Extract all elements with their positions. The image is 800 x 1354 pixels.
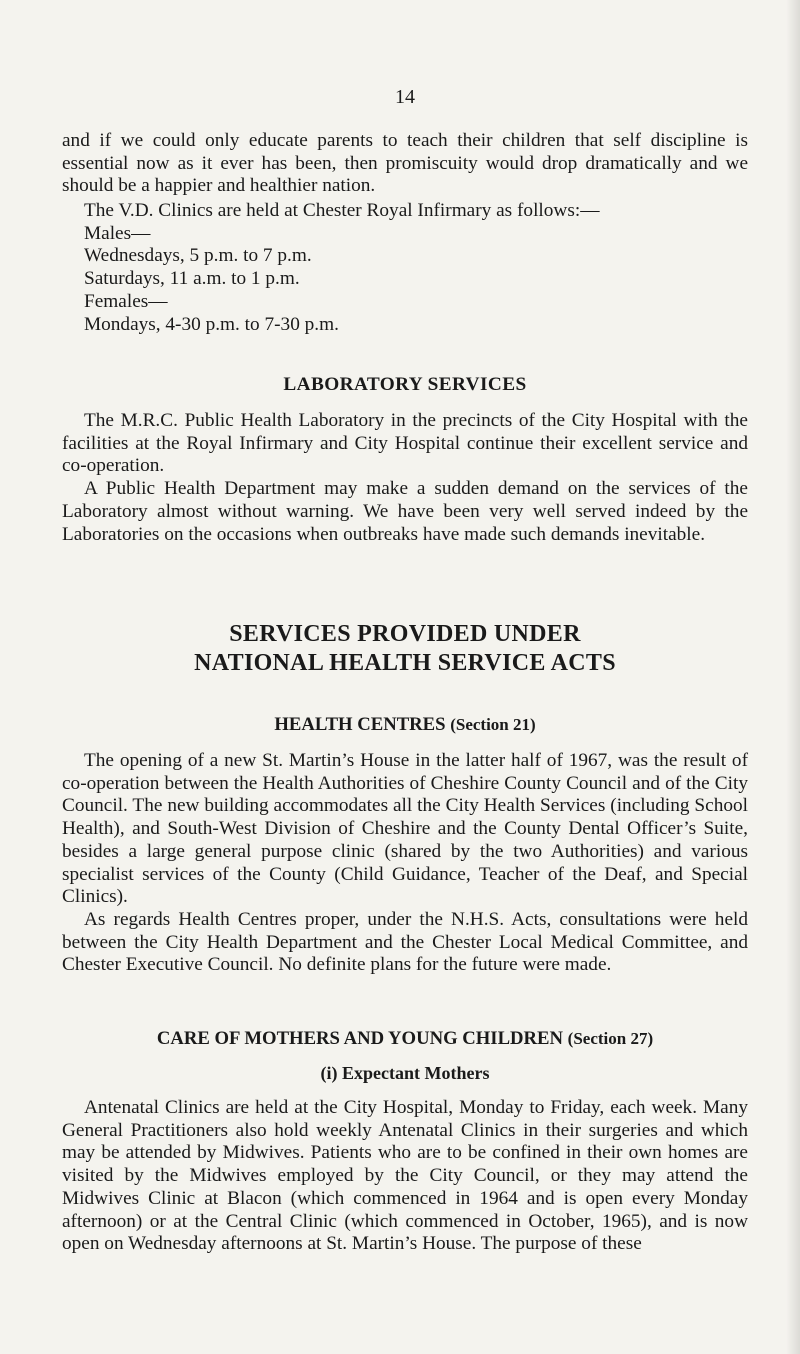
males-time-1: Wednesdays, 5 p.m. to 7 p.m. [84, 245, 312, 267]
care-of-mothers-title: CARE OF MOTHERS AND YOUNG CHILDREN [156, 1028, 563, 1049]
males-label: Males— [84, 222, 151, 244]
vd-clinics-section [62, 200, 748, 336]
intro-section [62, 130, 748, 198]
intro-paragraph: and if we could only educate parents to teach their children that self discipline is essential now as it ever has been, then promiscuity would drop dramatically and we should be a happier and healthier nation. [62, 130, 748, 197]
males-time-2: Saturdays, 11 a.m. to 1 p.m. [84, 268, 300, 290]
laboratory-section [62, 374, 748, 546]
care-of-mothers-section-ref: (Section 27) [567, 1029, 654, 1048]
health-centres-title: HEALTH CENTRES [274, 714, 446, 735]
laboratory-heading: LABORATORY SERVICES [283, 374, 527, 395]
females-time-1: Mondays, 4-30 p.m. to 7-30 p.m. [84, 313, 339, 335]
page-number: 14 [395, 86, 415, 108]
main-heading [62, 620, 748, 678]
laboratory-paragraph-1: The M.R.C. Public Health Laboratory in the precincts of the City Hospital with the facilities at the Royal Infirmary and City Hospital continue their excellent service and co-operation. [62, 410, 748, 477]
main-heading-line-2: NATIONAL HEALTH SERVICE ACTS [194, 650, 616, 676]
care-of-mothers-heading [62, 1028, 748, 1050]
laboratory-paragraph-2: A Public Health Department may make a sudden demand on the services of the Laboratory almost without warning. We have been very well served indeed by the Laboratories on the occasions when outbreaks have made such demands inevitable. [62, 478, 748, 545]
expectant-mothers-paragraph: Antenatal Clinics are held at the City Hospital, Monday to Friday, each week. Many General Practitioners also hold weekly Antenatal Clinics in their surgeries and which may be attended by Midwives. Patients who are to be confined in their own homes are visited by the Midwives employed by the City Council, or they may attend the Midwives Clinic at Blacon (which commenced in 1964 and is open every Monday afternoon) or at the Central Clinic (which commenced in October, 1965), and is now open on Wednesday afternoons at St. Martin’s House. The purpose of these [62, 1097, 748, 1255]
page-edge-shadow [786, 0, 800, 1354]
health-centres-paragraph-1: The opening of a new St. Martin’s House in the latter half of 1967, was the result of co-operation between the Health Authorities of Cheshire County Council and of the City Council. The new building accommodates all the City Health Services (including School Health), and South-West Division of Cheshire and the County Dental Officer’s Suite, besides a large general purpose clinic (shared by the two Authorities) and various specialist services of the County (Child Guidance, Teacher of the Deaf, and Special Clinics). [62, 750, 748, 908]
health-centres-heading [62, 714, 748, 736]
expectant-mothers-subheading: (i) Expectant Mothers [320, 1063, 490, 1083]
vd-clinics-intro: The V.D. Clinics are held at Chester Royal Infirmary as follows:— [84, 200, 600, 221]
health-centres-section [62, 714, 748, 977]
females-label: Females— [84, 290, 168, 312]
care-of-mothers-section [62, 1028, 748, 1256]
health-centres-paragraph-2: As regards Health Centres proper, under the N.H.S. Acts, consultations were held between the City Health Department and the Chester Local Medical Committee, and Chester Executive Council. No definite plans for the future were made. [62, 908, 748, 976]
health-centres-section-ref: (Section 21) [450, 715, 536, 734]
main-heading-line-1: SERVICES PROVIDED UNDER [229, 621, 581, 647]
